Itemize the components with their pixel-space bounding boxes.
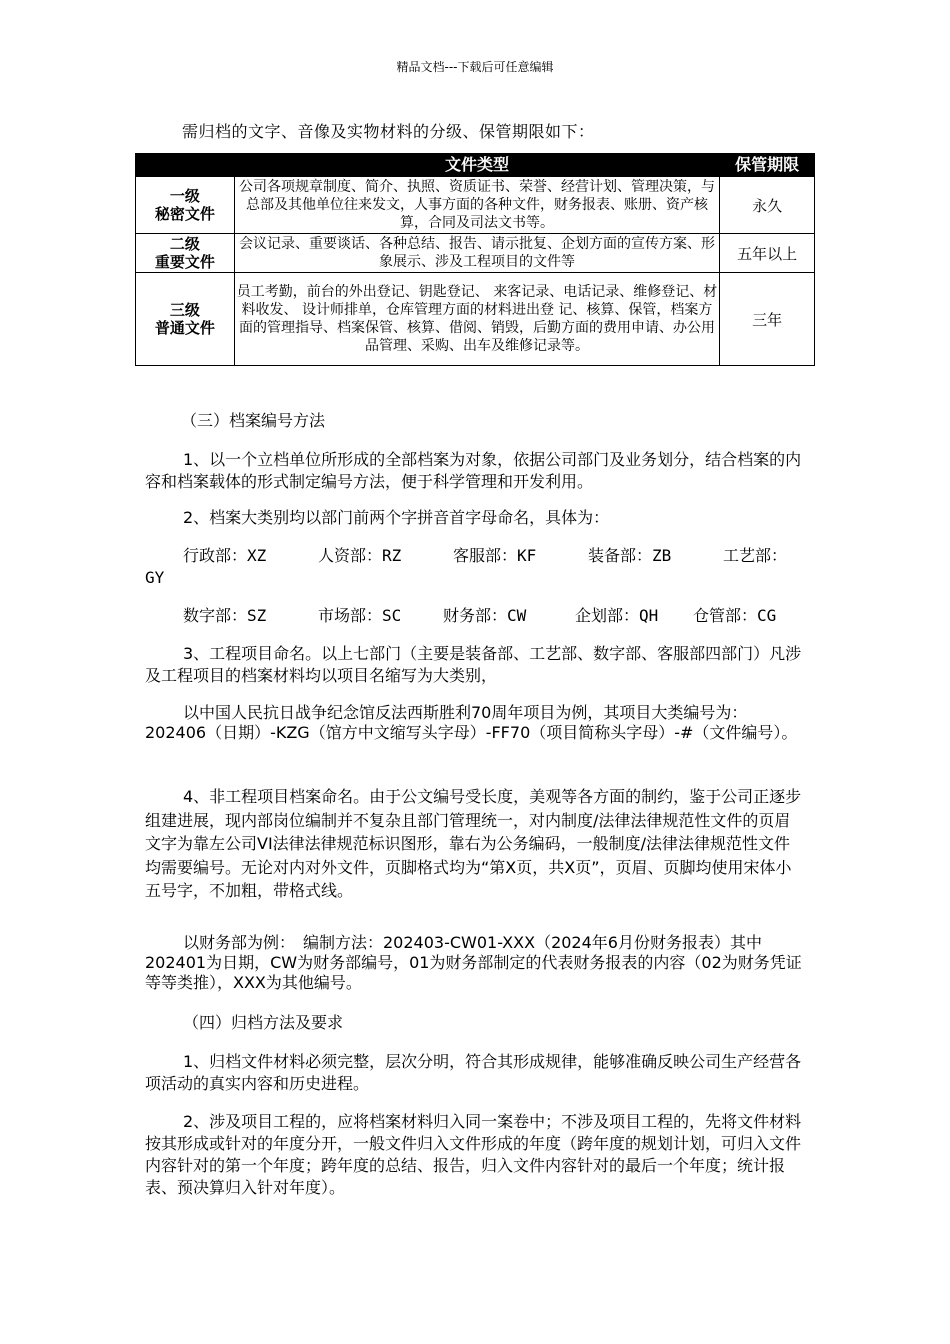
paragraph-5: 4、非工程项目档案命名。由于公文编号受长度，美观等各方面的制约，鉴于公司正逐步组建进展，现内部岗位编制并不复杂且部门管理统一，对内制度/法律法律规范性文件的页眉文字为靠左公司VI法律法律规范标识图形，靠右为公务编码，一般制度/法律法律规范性文件均需要编号。无论对内对外文件，页脚格式均为“第X页，共X页”，页眉、页脚均使用宋体小五号字，不加粗，带格式线。 [145, 787, 802, 900]
header-blank [136, 154, 235, 177]
table-row [136, 273, 815, 366]
paragraph-4: 以中国人民抗日战争纪念馆反法西斯胜利70周年项目为例，其项目大类编号为：202406（日期）-KZG（馆方中文缩写头字母）-FF70（项目简称头字母）-#（文件编号）。 [145, 703, 798, 742]
department-codes-row-1 [183, 546, 823, 566]
table-row [136, 177, 815, 234]
dept-code: 工艺部： [723, 546, 788, 565]
dept-code: 行政部：XZ [183, 546, 267, 565]
content-cell: 公司各项规章制度、简介、执照、资质证书、荣誉、经营计划、管理决策，与总部及其他单位往来发文，人事方面的各种文件，财务报表、账册、资产核算，合同及司法文书等。 [234, 177, 720, 234]
period-cell: 五年以上 [720, 234, 815, 273]
header-retention-period: 保管期限 [720, 154, 815, 177]
paragraph-2: 2、档案大类别均以部门前两个字拼音首字母命名，具体为： [183, 508, 610, 527]
section-3-title: （三）档案编号方法 [181, 411, 326, 430]
section-4-title: （四）归档方法及要求 [183, 1013, 344, 1032]
period-cell: 三年 [720, 273, 815, 366]
dept-code: 财务部：CW [443, 606, 527, 625]
paragraph-6: 以财务部为例： 编制方法：202403-CW01-XXX（2024年6月份财务报表）其中202401为日期，CW为财务部编号，01为财务部制定的代表财务报表的内容（02为财务凭证等等类推），XXX为其他编号。 [145, 933, 802, 992]
dept-code: 企划部：QH [575, 606, 659, 625]
paragraph-3: 3、工程项目命名。以上七部门（主要是装备部、工艺部、数字部、客服部四部门）凡涉及工程项目的档案材料均以项目名缩写为大类别， [145, 644, 802, 685]
level-cell [136, 177, 235, 234]
period-cell: 永久 [720, 177, 815, 234]
level-number: 三级 [169, 301, 200, 319]
level-number: 一级 [169, 187, 200, 205]
content-cell: 会议记录、重要谈话、各种总结、报告、请示批复、企划方面的宣传方案、形象展示、涉及工程项目的文件等 [234, 234, 720, 273]
department-code-wrap: GY [145, 568, 165, 587]
dept-code: 装备部：ZB [588, 546, 672, 565]
level-cell [136, 273, 235, 366]
dept-code: 市场部：SC [318, 606, 402, 625]
paragraph-7: 1、归档文件材料必须完整，层次分明，符合其形成规律，能够准确反映公司生产经营各项活动的真实内容和历史进程。 [145, 1052, 802, 1093]
table-header-row [136, 154, 815, 177]
dept-code: 人资部：RZ [318, 546, 402, 565]
header-file-type: 文件类型 [234, 154, 720, 177]
level-cell [136, 234, 235, 273]
page-header: 精品文档---下载后可任意编辑 [396, 60, 554, 74]
level-name: 普通文件 [154, 319, 215, 337]
archive-retention-table [135, 153, 815, 366]
level-name: 重要文件 [154, 253, 215, 271]
department-codes-row-2 [183, 606, 823, 626]
intro-text: 需归档的文字、音像及实物材料的分级、保管期限如下： [182, 122, 595, 141]
content-cell: 员工考勤，前台的外出登记、钥匙登记、 来客记录、电话记录、维修登记、材料收发、 设计师排单，仓库管理方面的材料进出登 记、核算、保管，档案方面的管理指导、档案保管、核算、借阅、销毁，后勤方面的费用申请、办公用品管理、采购、出车及维修记录等。 [234, 273, 720, 366]
paragraph-8: 2、涉及项目工程的，应将档案材料归入同一案卷中；不涉及项目工程的，先将文件材料按其形成或针对的年度分开，一般文件归入文件形成的年度（跨年度的规划计划，可归入文件内容针对的第一个年度；跨年度的总结、报告，归入文件内容针对的最后一个年度；统计报表、预决算归入针对年度）。 [145, 1112, 802, 1197]
level-number: 二级 [169, 235, 200, 253]
paragraph-1: 1、以一个立档单位所形成的全部档案为对象，依据公司部门及业务划分，结合档案的内容和档案载体的形式制定编号方法，便于科学管理和开发利用。 [145, 450, 802, 491]
dept-code: 数字部：SZ [183, 606, 267, 625]
dept-code: 客服部：KF [453, 546, 537, 565]
table-row [136, 234, 815, 273]
dept-code: 仓管部：CG [693, 606, 777, 625]
level-name: 秘密文件 [154, 205, 215, 223]
